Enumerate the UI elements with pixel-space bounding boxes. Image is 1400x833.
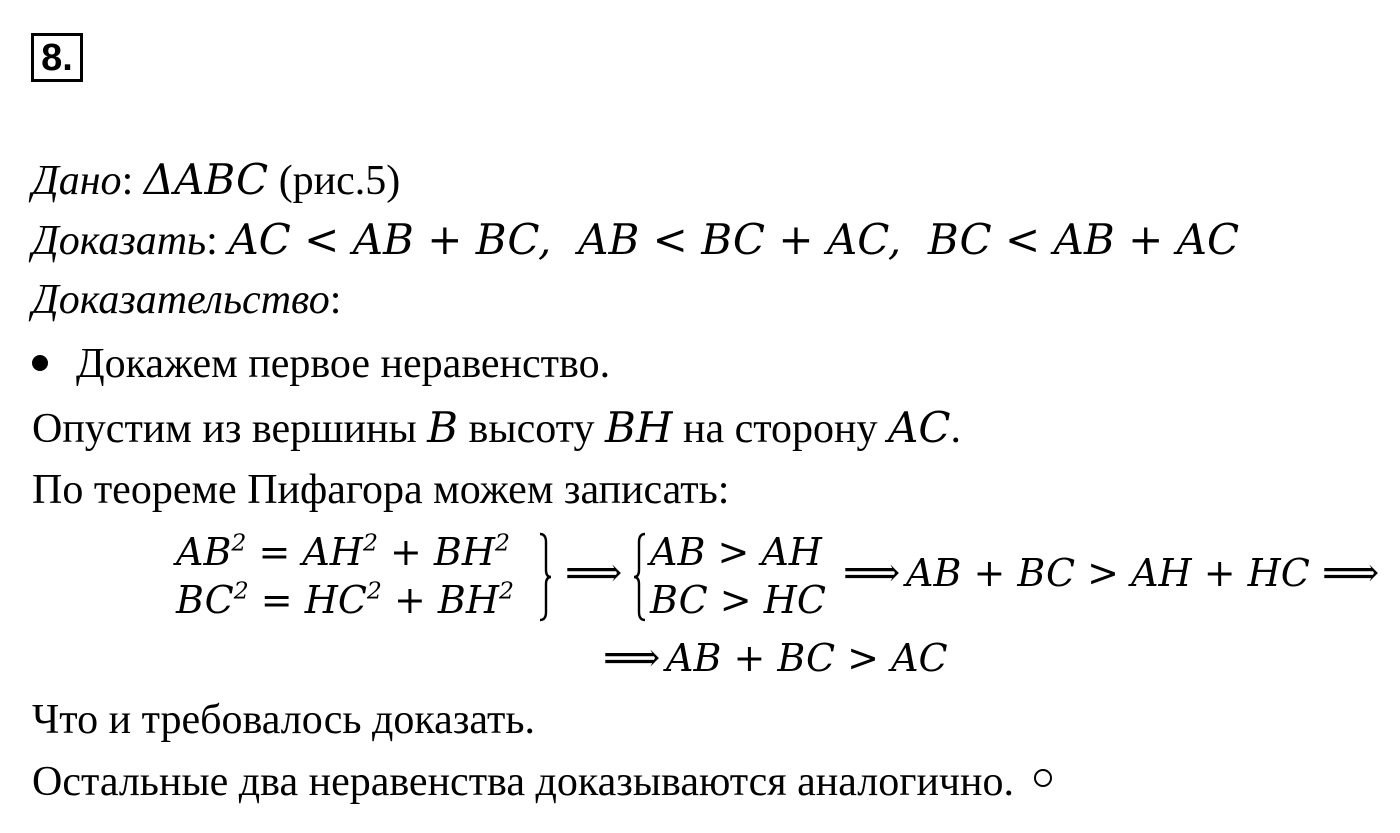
height-end: . [950, 406, 962, 452]
vertex-b: B [427, 403, 459, 452]
eq1-bh: + BH [377, 530, 495, 574]
prove-label: Доказать [32, 218, 207, 264]
prove-inequalities: AC < AB + BC, AB < BC + AC, BC < AB + AC [228, 215, 1240, 264]
right-brace [538, 532, 552, 622]
height-text-2: высоту [468, 406, 595, 452]
proof-colon: : [329, 277, 342, 323]
given-triangle: ΔABC [143, 155, 269, 204]
given-colon: : [121, 158, 134, 204]
pythagoras-line: По теореме Пифагора можем записать: [32, 467, 730, 513]
bullet-icon [32, 355, 48, 371]
system1-eq1 [176, 530, 510, 574]
prove-colon: : [206, 218, 218, 264]
proof-label: Доказательство [32, 277, 330, 323]
system1-eq2 [176, 578, 514, 622]
end-circle-icon [1034, 769, 1052, 787]
implies-arrow-4: ⟹ [603, 635, 661, 681]
eq1-exp1: 2 [231, 528, 247, 557]
system2-ineq1: AB > AH [650, 530, 822, 574]
given-figure-ref: (рис.5) [278, 158, 401, 204]
eq2-exp3: 2 [498, 576, 514, 605]
step1-text: Докажем первое неравенство. [76, 341, 611, 387]
height-text-3: на сторону [683, 406, 878, 452]
eq2-exp2: 2 [366, 576, 382, 605]
eq1-exp2: 2 [362, 528, 378, 557]
height-bh: BH [605, 403, 673, 452]
given-line [32, 154, 400, 207]
step1-line [32, 338, 610, 390]
proof-line [32, 274, 341, 326]
eq1-exp3: 2 [495, 528, 510, 557]
eq2-hc: = HC [248, 578, 367, 622]
side-ac: AC [888, 403, 951, 452]
implies-arrow-2: ⟹ [843, 550, 901, 596]
system2-ineq2: BC > HC [650, 578, 826, 622]
eq2-bc: BC [176, 578, 234, 622]
eq2-bh: + BH [381, 578, 499, 622]
result1: AB + BC > AH + HC [906, 551, 1310, 595]
result2: AB + BC > AC [666, 636, 948, 680]
given-label: Дано [32, 158, 122, 204]
task-number: 8. [31, 33, 83, 82]
eq2-exp1: 2 [233, 576, 249, 605]
prove-line [32, 214, 1239, 267]
height-line [32, 402, 961, 455]
qed-line: Что и требовалось доказать. [32, 697, 535, 743]
eq1-ah: = AH [246, 530, 363, 574]
rest-line [32, 756, 1052, 808]
implies-arrow-3: ⟹ [1322, 550, 1380, 596]
height-text-1: Опустим из вершины [32, 406, 417, 452]
left-brace [633, 532, 647, 622]
eq1-ab: AB [176, 530, 232, 574]
implies-arrow-1: ⟹ [565, 550, 623, 596]
rest-text: Остальные два неравенства доказываются аналогично. [32, 759, 1015, 805]
